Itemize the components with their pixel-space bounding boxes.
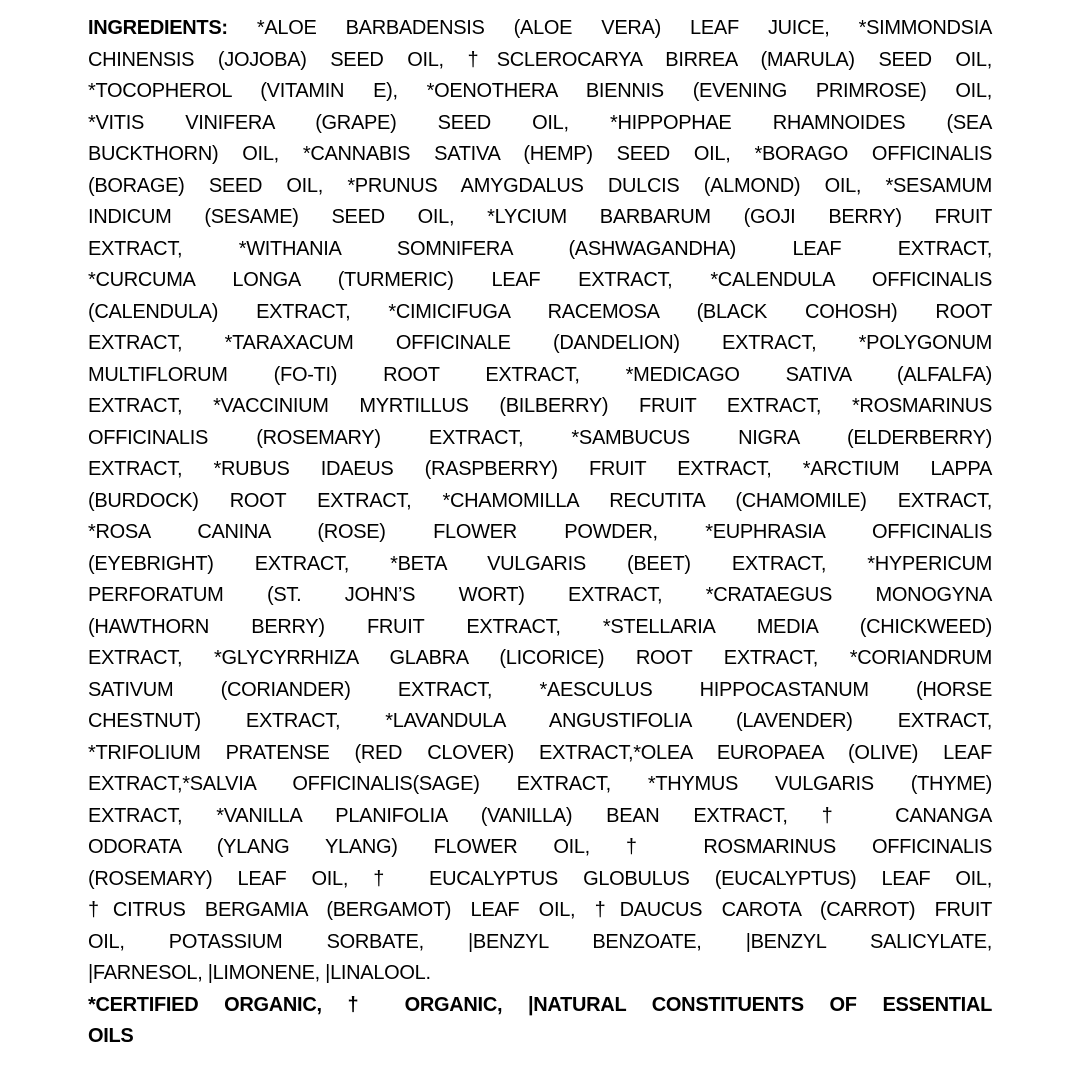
legend: [88, 990, 992, 1053]
ingredients-line-last: |FARNESOL, |LIMONENE, |LINALOOL.: [88, 962, 431, 984]
ingredients-line: ODORATA (YLANG YLANG) FLOWER OIL, † ROSMARINUS OFFICINALIS: [88, 836, 992, 858]
ingredients-line: EXTRACT, *TARAXACUM OFFICINALE (DANDELION) EXTRACT, *POLYGONUM: [88, 332, 992, 354]
ingredients-line: (EYEBRIGHT) EXTRACT, *BETA VULGARIS (BEET) EXTRACT, *HYPERICUM: [88, 552, 992, 575]
ingredients-line: EXTRACT, *RUBUS IDAEUS (RASPBERRY) FRUIT EXTRACT, *ARCTIUM LAPPA: [88, 458, 992, 480]
ingredients-line: EXTRACT, *VACCINIUM MYRTILLUS (BILBERRY) FRUIT EXTRACT, *ROSMARINUS: [88, 395, 992, 417]
ingredients-line-first: [88, 13, 992, 45]
ingredients-line: OIL, POTASSIUM SORBATE, |BENZYL BENZOATE, |BENZYL SALICYLATE,: [88, 930, 992, 953]
ingredients-line: INDICUM (SESAME) SEED OIL, *LYCIUM BARBARUM (GOJI BERRY) FRUIT: [88, 206, 992, 228]
ingredients-line: *VITIS VINIFERA (GRAPE) SEED OIL, *HIPPOPHAE RHAMNOIDES (SEA: [88, 111, 992, 134]
ingredients-line: (BORAGE) SEED OIL, *PRUNUS AMYGDALUS DULCIS (ALMOND) OIL, *SESAMUM: [88, 174, 992, 197]
ingredients-line: (ROSEMARY) LEAF OIL, † EUCALYPTUS GLOBULUS (EUCALYPTUS) LEAF OIL,: [88, 867, 992, 890]
legend-line-last: OILS: [88, 1025, 134, 1047]
ingredients-line: *TOCOPHEROL (VITAMIN E), *OENOTHERA BIENNIS (EVENING PRIMROSE) OIL,: [88, 80, 992, 102]
ingredients-line: MULTIFLORUM (FO-TI) ROOT EXTRACT, *MEDICAGO SATIVA (ALFALFA): [88, 363, 992, 386]
ingredients-line: CHINENSIS (JOJOBA) SEED OIL, †SCLEROCARYA BIRREA (MARULA) SEED OIL,: [88, 48, 992, 71]
ingredients-line: PERFORATUM (ST. JOHN’S WORT) EXTRACT, *CRATAEGUS MONOGYNA: [88, 584, 992, 606]
ingredients-line: *TRIFOLIUM PRATENSE (RED CLOVER) EXTRACT,*OLEA EUROPAEA (OLIVE) LEAF: [88, 741, 992, 764]
ingredients-line: EXTRACT, *WITHANIA SOMNIFERA (ASHWAGANDHA) LEAF EXTRACT,: [88, 237, 992, 260]
ingredients-line: †CITRUS BERGAMIA (BERGAMOT) LEAF OIL, †DAUCUS CAROTA (CARROT) FRUIT: [88, 899, 992, 921]
ingredients-line: CHESTNUT) EXTRACT, *LAVANDULA ANGUSTIFOLIA (LAVENDER) EXTRACT,: [88, 710, 992, 732]
ingredients-line: *ROSA CANINA (ROSE) FLOWER POWDER, *EUPHRASIA OFFICINALIS: [88, 521, 992, 543]
ingredients-line: EXTRACT,*SALVIA OFFICINALIS(SAGE) EXTRACT, *THYMUS VULGARIS (THYME): [88, 773, 992, 795]
ingredients-line-first-text: *ALOE BARBADENSIS (ALOE VERA) LEAF JUICE, *SIMMONDSIA: [256, 17, 992, 39]
ingredients-line: *CURCUMA LONGA (TURMERIC) LEAF EXTRACT, *CALENDULA OFFICINALIS: [88, 269, 992, 291]
ingredients-line: SATIVUM (CORIANDER) EXTRACT, *AESCULUS HIPPOCASTANUM (HORSE: [88, 678, 992, 701]
ingredients-line: EXTRACT, *VANILLA PLANIFOLIA (VANILLA) BEAN EXTRACT, † CANANGA: [88, 804, 992, 827]
ingredients-line: BUCKTHORN) OIL, *CANNABIS SATIVA (HEMP) SEED OIL, *BORAGO OFFICINALIS: [88, 143, 992, 165]
legend-line: *CERTIFIED ORGANIC, † ORGANIC, |NATURAL CONSTITUENTS OF ESSENTIAL: [88, 993, 992, 1016]
ingredients-line: (BURDOCK) ROOT EXTRACT, *CHAMOMILLA RECUTITA (CHAMOMILE) EXTRACT,: [88, 489, 992, 512]
ingredients-paragraph: [88, 13, 992, 990]
ingredients-heading: INGREDIENTS:: [88, 17, 228, 39]
ingredients-line: (CALENDULA) EXTRACT, *CIMICIFUGA RACEMOSA (BLACK COHOSH) ROOT: [88, 300, 992, 323]
ingredients-line: (HAWTHORN BERRY) FRUIT EXTRACT, *STELLARIA MEDIA (CHICKWEED): [88, 615, 992, 638]
ingredients-line: EXTRACT, *GLYCYRRHIZA GLABRA (LICORICE) ROOT EXTRACT, *CORIANDRUM: [88, 647, 992, 669]
ingredients-line: OFFICINALIS (ROSEMARY) EXTRACT, *SAMBUCUS NIGRA (ELDERBERRY): [88, 426, 992, 449]
